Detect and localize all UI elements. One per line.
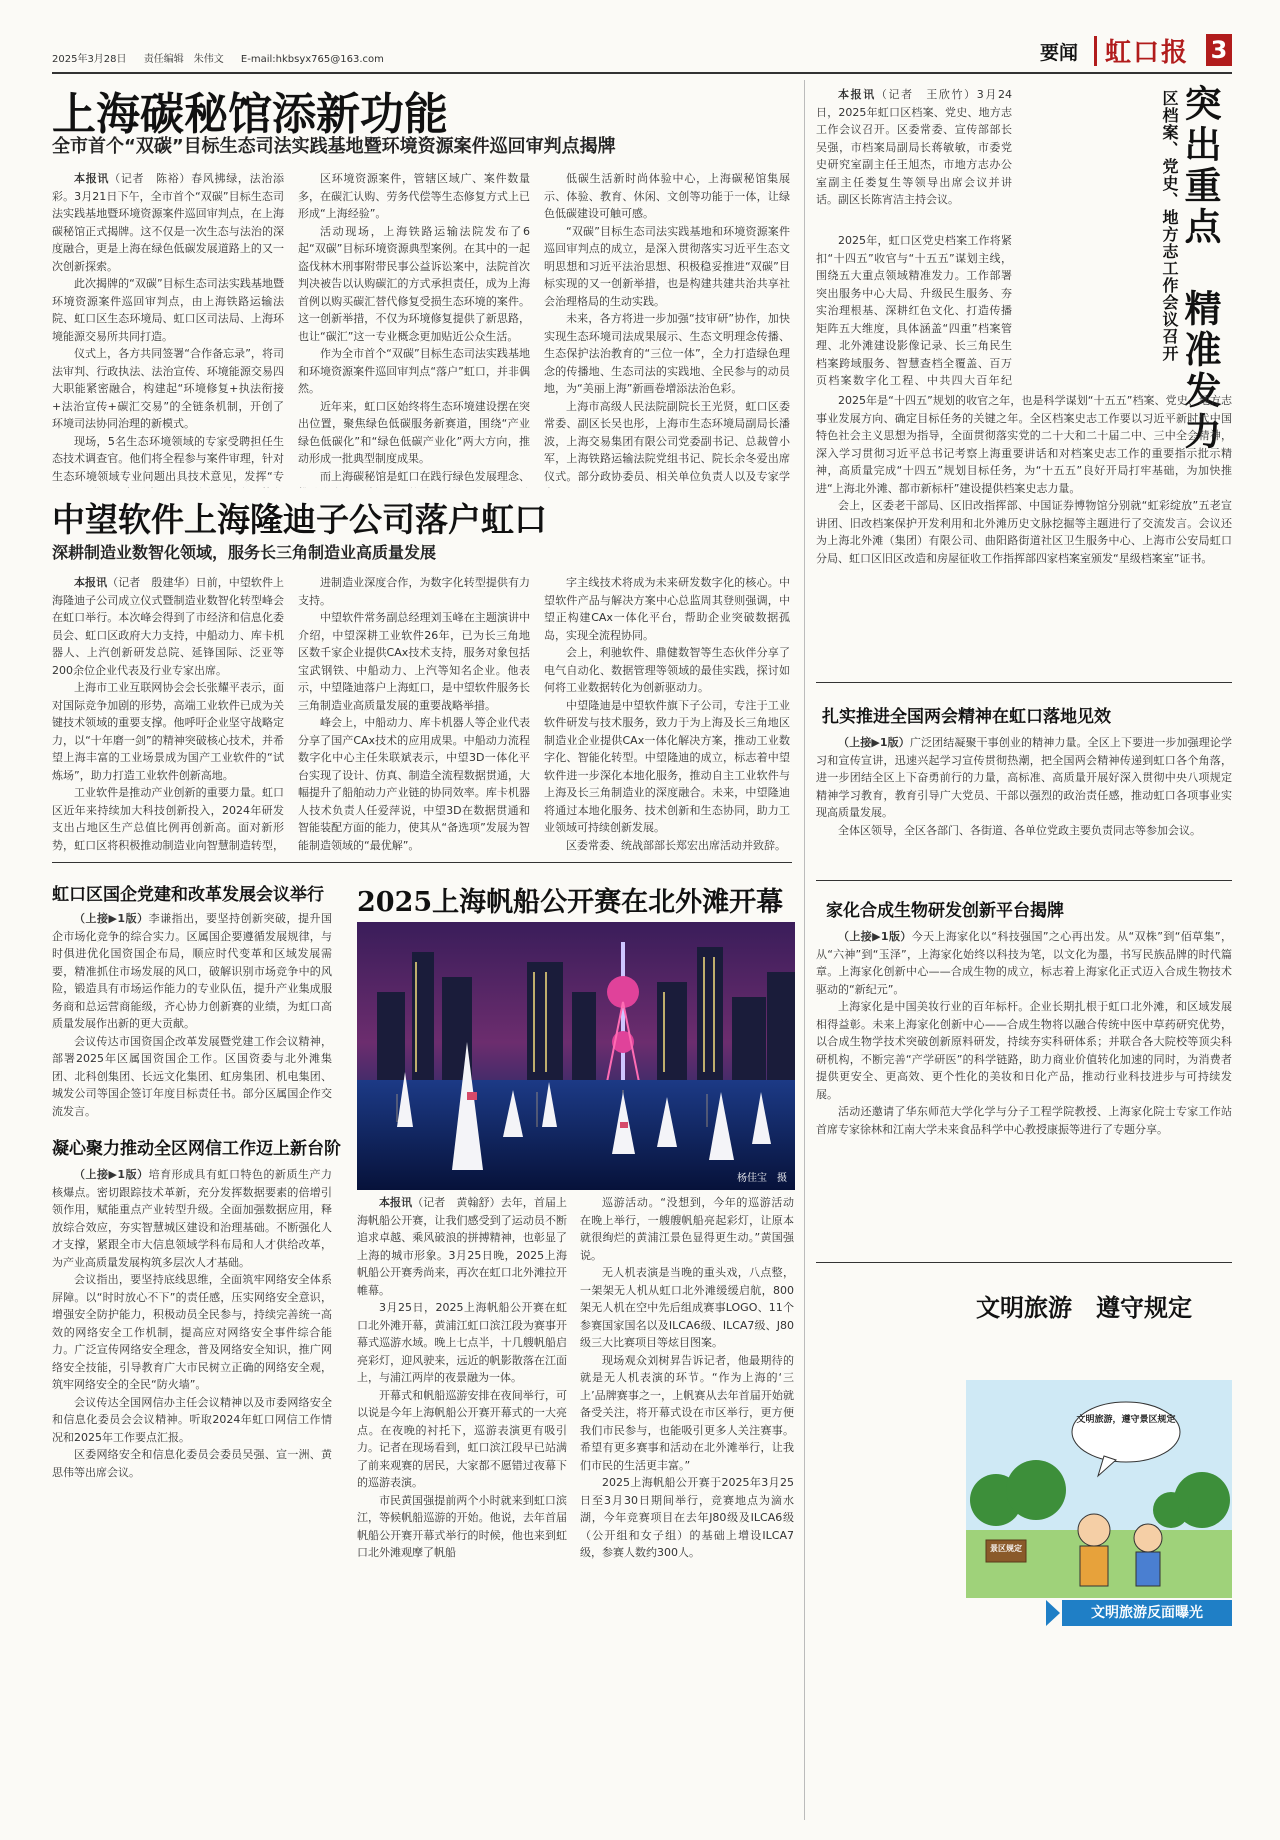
paragraph: 区环境资源案件，管辖区域广、案件数量多，在碳汇认购、劳务代偿等生态修复方式上已形成“上海经验”。 [298, 172, 530, 220]
paragraph: 进制造业深度合作，为数字化转型提供有力支持。 [298, 576, 530, 607]
article5-title: 虹口区国企党建和改革发展会议举行 [52, 885, 324, 905]
section-name: 要闻 [1040, 42, 1079, 64]
logo-divider [1094, 36, 1097, 66]
article2-col3 [544, 574, 790, 856]
paragraph: 2025上海帆船公开赛于2025年3月25日至3月30日期间举行，竞赛地点为滴水湖，今年竞赛项目在去年J80级及ILCA6级（公开组和女子组）的基础上增设ILCA7级，参赛人数约300人。 [580, 1476, 794, 1559]
page-number: 3 [1206, 34, 1232, 66]
article1-col2 [298, 170, 530, 488]
article8-body [816, 928, 1232, 1248]
article3-byline: （记者 王欣竹） [875, 88, 977, 101]
article2-col1 [52, 574, 284, 856]
speech-bubble-text: 文明旅游，遵守景区规定 [1076, 1415, 1176, 1425]
paragraph: 会议传达市国资国企改革发展暨党建工作会议精神，部署2025年区属国资国企工作。区国资委与北外滩集团、北科创集团、长远文化集团、虹房集团、机电集团、城发公司等国企签订年度目标责任书。部分区属国企作交流发言。 [52, 1034, 332, 1118]
paragraph: 中望软件常务副总经理刘玉峰在主题演讲中介绍，中望深耕工业软件26年，已为长三角地区数千家企业提供CAx技术支持，服务对象包括宝武钢铁、中船动力、上汽等知名企业。他表示，中望隆迪落户上海虹口，是中望软件服务长三角制造业高质量发展的重要战略举措。 [298, 611, 530, 712]
divider [816, 682, 1232, 683]
paragraph: 现场观众刘树昇告诉记者，他最期待的就是无人机表演的环节。“作为上海的‘三上’品牌赛事之一，上帆赛从去年首届开始就备受关注，将开幕式设在市区举行，更方便我们市民参与，也能吸引更多人关注赛事。希望有更多赛事和活动在北外滩举行，让我们市民的生活更丰富。” [580, 1353, 794, 1472]
paragraph: 3月24日，2025年虹口区档案、党史、地方志工作会议召开。区委常委、宣传部部长吴强，市档案局副局长蒋敏敏，市委党史研究室副主任王旭杰，市地方志办公室副主任娄复生等领导出席会议并讲话。副区长陈宵洁主持会议。 [816, 88, 1012, 206]
paragraph: 市民黄国强提前两个小时就来到虹口滨江，等候帆船巡游的开始。他说，去年首届帆船公开赛开幕式举行的时候，他也来到虹口北外滩观摩了帆船 [357, 1493, 567, 1559]
article3-title: 突出重点 精准发力 [1178, 84, 1222, 453]
paragraph: 巡游活动。“没想到，今年的巡游活动在晚上举行，一艘艘帆船亮起彩灯，让原本就很绚烂的黄浦江景色显得更生动。”黄国强说。 [580, 1196, 794, 1262]
header-rule [52, 72, 1232, 74]
paragraph: 上海家化是中国美妆行业的百年标杆。企业长期扎根于虹口北外滩，和区域发展相得益彰。未来上海家化创新中心——合成生物将以融合传统中医中草药研究优势，以合成生物学技术突破创新原料研发，持续夯实科研体系；并联合各大院校等顶尖科研机构，不断完善“产学研医”的科学链路，助力商业价值转化加速的同时，为消费者提供更安全、更高效、更个性化的美妆和日化产品，推动行业科技进步与可持续发展。 [816, 1000, 1232, 1101]
newspaper-logo: 虹口报 [1105, 38, 1190, 68]
article3-subtitle: 区档案、党史、地方志工作会议召开 [1160, 90, 1179, 362]
paragraph: 区委常委、统战部部长郑宏出席活动并致辞。 [566, 838, 786, 852]
paragraph: 字主线技术将成为未来研发数字化的核心。中望软件产品与解决方案中心总监周其登则强调，中望正构建CAx一体化平台，帮助企业突破数据孤岛，实现全流程协同。 [544, 576, 790, 642]
article2-col2 [298, 574, 530, 856]
caption-arrow-icon [1046, 1600, 1060, 1626]
paragraph: 3月25日，2025上海帆船公开赛在虹口北外滩开幕，黄浦江虹口滨江段为赛事开幕式巡游水域。晚上七点半，十几艘帆船启亮彩灯，迎风驶来，远近的帆影散落在江面上，与浦江两岸的夜景融为一体。 [357, 1301, 567, 1384]
divider [52, 862, 792, 863]
paragraph: 上海市高级人民法院副院长王光贤，虹口区委常委、副区长吴也彤，上海市生态环境局副局长潘波，上海交易集团有限公司党委副书记、总裁曾小军，上海铁路运输法院党组书记、院长余冬爱出席仪式。部分政协委员、相关单位负责人以及专家学 [544, 399, 790, 483]
article4-title: 扎实推进全国两会精神在虹口落地见效 [822, 707, 1111, 727]
paragraph: 2025年是“十四五”规划的收官之年，也是科学谋划“十五五”档案、党史、地方志事业发展方向、确定目标任务的关键之年。全区档案史志工作要以习近平新时代中国特色社会主义思想为指导，全面贯彻落实党的二十大和二十届二中、三中全会精神，深入学习贯彻习近平总书记考察上海重要讲话和对档案史志工作的重要指示批示精神，高质量完成“十四五”规划目标任务，为“十五五”良好开局打牢基础，为加快推进“上海北外滩、都市新标杆”建设提供档案史志力量。 [816, 394, 1232, 495]
paragraph: 去年，首届上海帆船公开赛，让我们感受到了运动员不断追求卓越、乘风破浪的拼搏精神，也彰显了上海的城市形象。3月25日晚，2025上海帆船公开赛秀尚来，再次在虹口北外滩拉开帷幕。 [357, 1196, 567, 1297]
paragraph: 2025年，虹口区党史档案工作将紧扣“十四五”收官与“十五五”谋划主线，围绕五大重点领域精准发力。工作部署突出服务中心大局、升级民生服务、夯实治理根基、深耕红色文化、打造传播矩阵五大维度，具体涵盖“四重”档案管理、北外滩建设影像记录、长三角民生档案跨域服务、智慧查档全覆盖、百万页档案数字化工程、中共四大百年纪 [816, 234, 1012, 387]
article6-jump: （上接▶1版） [74, 1168, 149, 1181]
paragraph: 会上，利驰软件、鼎健数智等生态伙伴分享了电气自动化、数据管理等领域的最佳实践，探讨如何将工业数据转化为创新驱动力。 [544, 646, 790, 694]
article3-lead: 本报讯 [838, 88, 876, 101]
article6-title: 凝心聚力推动全区网信工作迈上新台阶 [52, 1139, 341, 1159]
article6-body [52, 1166, 332, 1636]
paragraph: 上海市工业互联网协会会长张耀平表示，面对国际竞争加剧的形势，高端工业软件已成为关键技术领域的重要支撑。他呼吁企业坚守战略定力，以“十年磨一剑”的精神突破核心技术，并希望上海丰富的工业场景成为国产工业软件的“试炼场”，助力打造工业软件创新高地。 [52, 681, 284, 782]
paragraph: 活动现场，上海铁路运输法院发布了6起“双碳”目标环境资源典型案例。在其中的一起盗伐林木刑事附带民事公益诉讼案中，法院首次判决被告以认购碳汇的方式承担责任，成为上海首例以购买碳汇替代修复受损生态环境的案件。这一创新举措，不仅为环境修复提供了新思路，也让“碳汇”这一专业概念更加贴近公众生活。 [298, 224, 530, 343]
article1-subtitle: 全市首个“双碳”目标生态司法实践基地暨环境资源案件巡回审判点揭牌 [52, 136, 616, 157]
article2-title: 中望软件上海隆迪子公司落户虹口 [52, 500, 547, 539]
civilized-travel-cartoon [966, 1380, 1232, 1598]
paragraph: 今天上海家化以“科技强国”之心再出发。从“双株”到“佰草集”，从“六神”到“玉泽”，上海家化始终以科技为笔，以文化为墨，书写民族品牌的时代篇章。上海家化创新中心——合成生物的成立，标志着上海家化正式迈入合成生物技术驱动的“新纪元”。 [816, 930, 1232, 996]
paragraph: 会议传达全国网信办主任会议精神以及市委网络安全和信息化委员会会议精神。听取2024年虹口网信工作情况和2025年工作要点汇报。 [52, 1395, 332, 1444]
paragraph: 仪式上，各方共同签署“合作备忘录”，将司法审判、行政执法、法治宣传、环境能源交易四大职能紧密融合，构建起“环境修复+执法衔接+法治宣传+碳汇交易”的全链条机制，开创了环境司法协同治理的新模式。 [52, 347, 284, 430]
article8-jump: （上接▶1版） [838, 930, 912, 943]
paragraph: 日前，中望软件上海隆迪子公司成立仪式暨制造业数智化转型峰会在虹口举行。本次峰会得到了市经济和信息化委员会、虹口区政府大力支持，中船动力、库卡机器人、上汽创新研发总院、延锋国际、泛亚等200余位企业代表及行业专家出席。 [52, 576, 284, 677]
article1-lead: 本报讯 [74, 172, 110, 185]
paragraph: 峰会上，中船动力、库卡机器人等企业代表分享了国产CAx技术的应用成果。中船动力流程数字化中心主任朱联斌表示，中望3D一体化平台实现了设计、仿真、制造全流程数据贯通，大幅提升了船舶动力产业链的协同效率。库卡机器人技术负责人任爱萍说，中望3D在数据贯通和智能装配方面的能力，使其从“备选项”发展为智能制造领域的“最优解”。 [298, 716, 530, 852]
paragraph: 活动还邀请了华东师范大学化学与分子工程学院教授、上海家化院士专家工作站首席专家徐林和江南大学未来食品科学中心教授康振等进行了专题分享。 [816, 1105, 1232, 1136]
divider [816, 1262, 1232, 1263]
paragraph: 而上海碳秘馆是虹口在践行绿色发展理念、 [320, 469, 530, 483]
promo-caption: 文明旅游反面曝光 [1062, 1600, 1232, 1626]
article1-title: 上海碳秘馆添新功能 [52, 89, 448, 140]
column-divider [804, 80, 805, 1820]
article2-byline: （记者 殷建华） [107, 576, 196, 589]
scenic-sign: 景区规定 [990, 1544, 1022, 1553]
paragraph: 全体区领导，全区各部门、各街道、各单位党政主要负责同志等参加会议。 [838, 823, 1201, 837]
article3-col2 [816, 392, 1232, 670]
article3-col1 [816, 232, 1012, 390]
sailing-night-photo [357, 922, 795, 1190]
article4-jump: （上接▶1版） [838, 736, 910, 749]
article3-intro [816, 86, 1012, 226]
article7-title: 2025上海帆船公开赛在北外滩开幕 [357, 887, 784, 918]
editor: 责任编辑 朱伟文 [143, 54, 224, 65]
article2-subtitle: 深耕制造业数智化领域，服务长三角制造业高质量发展 [52, 543, 437, 562]
header-meta [52, 50, 398, 65]
article7-col2 [580, 1194, 794, 1646]
paragraph: 未来，各方将进一步加强“技审研”协作，加快实现生态环境司法成果展示、生态文明理念传播、生态保护法治教育的“三位一体”，全力打造绿色理念的传播地、生态司法的实践地、全民参与的动员地，为“美丽上海”新画卷增添法治色彩。 [544, 312, 790, 395]
article1-col3 [544, 170, 790, 488]
paragraph: 培育形成具有虹口特色的新质生产力核爆点。密切跟踪技术革新，充分发挥数据要素的倍增引领作用，赋能重点产业转型升级。全面加强数据应用，释放综合效应，夯实智慧城区建设和治理基础。不断强化人才支撑，紧跟全市大信息领域学科布局和人才供给改革，为产业高质量发展构筑多层次人才基础。 [52, 1168, 332, 1269]
paragraph: 春风拂绿，法治添彩。3月21日下午，全市首个“双碳”目标生态司法实践基地暨环境资源案件巡回审判点，在上海碳秘馆正式揭牌。这不仅是一次生态与法治的深度融合，更是上海在绿色低碳发展道路上的又一次创新探索。 [52, 172, 284, 273]
paragraph: 开幕式和帆船巡游安排在夜间举行，可以说是今年上海帆船公开赛开幕式的一大亮点。在夜晚的衬托下，巡游表演更有吸引力。记者在现场看到，虹口滨江段早已站满了前来观赛的居民，大家都不愿错过夜幕下的巡游表演。 [357, 1388, 567, 1489]
article7-byline: （记者 黄翰舒） [412, 1196, 501, 1209]
paragraph: 广泛团结凝聚干事创业的精神力量。全区上下要进一步加强理论学习和宣传宣讲，迅速兴起学习宣传贯彻热潮，把全国两会精神传递到虹口各个角落，进一步团结全区上下奋勇前行的力量，高标准、高质量开展好深入贯彻中央八项规定精神学习教育，教育引导广大党员、干部以强烈的政治责任感，推动虹口各项事业实现高质量发展。 [816, 736, 1232, 819]
paragraph: 李谦指出，要坚持创新突破，提升国企市场化竞争的综合实力。区属国企要遵循发展规律，与时俱进优化国资国企布局，顺应时代变革和区域发展需要，精准抓住市场发展的风口，破解识别市场竞争中的风险，锻造具有市场运作能力的专业队伍，提升产业集成服务商和总运营商能级，齐心协力创新赛的业绩，为虹口高质量发展作出新的更大贡献。 [52, 912, 332, 1030]
promo-title: 文明旅游 遵守规定 [976, 1293, 1192, 1322]
article7-col1 [357, 1194, 567, 1646]
cartoon-illustration [966, 1380, 1232, 1598]
paragraph: 会议指出，要坚持底线思维，全面筑牢网络安全体系屏障。以“时时放心不下”的责任感，压实网络安全意识，增强安全防护能力，积极动员全民参与，持续完善统一高效的网络安全工作机制，提高应对网络安全事件综合能力。广泛宣传网络安全理念，普及网络安全知识，推广网络安全技能，引导教育广大市民树立正确的网络安全观，筑牢网络安全的全民“防火墙”。 [52, 1273, 332, 1391]
photo-credit: 杨佳宝 摄 [737, 1173, 787, 1184]
paragraph: 作为全市首个“双碳”目标生态司法实践基地和环境资源案件巡回审判点“落户”虹口，并非偶然。 [298, 347, 530, 395]
article5-jump: （上接▶1版） [74, 912, 149, 925]
divider [816, 880, 1232, 881]
issue-date: 2025年3月28日 [52, 54, 127, 65]
paragraph: “双碳”目标生态司法实践基地和环境资源案件巡回审判点的成立，是深入贯彻落实习近平生态文明思想和习近平法治思想、积极稳妥推进“双碳”目标实现的又一创新举措，也是构建共建共治共享社会治理格局的生动实践。 [544, 224, 790, 308]
paragraph: 中望隆迪是中望软件旗下子公司，专注于工业软件研发与技术服务，致力于为上海及长三角地区制造业企业提供CAx一体化解决方案，推动工业数字化、智能化转型。中望隆迪的成立，标志着中望软件进一步深化本地化服务，推动自主工业软件与上海及长三角制造业的深度融合。未来，中望隆迪将通过本地化服务、技术创新和生态协同，助力工业领域可持续创新发展。 [544, 698, 790, 834]
article1-byline: （记者 陈裕） [109, 172, 192, 185]
paragraph [298, 854, 530, 856]
photo-illustration [357, 922, 795, 1190]
article2-lead: 本报讯 [74, 576, 108, 589]
paragraph: 工业软件是推动产业创新的重要力量。虹口区近年来持续加大科技创新投入，2024年研发支出占地区生产总值比例再创新高。面对新形势，虹口区将积极推动制造业向智慧制造转型， [52, 786, 284, 852]
article5-body [52, 910, 332, 1122]
paragraph: 低碳生活新时尚体验中心，上海碳秘馆集展示、体验、教育、休闲、文创等功能于一体，让绿色低碳建设可触可感。 [544, 172, 790, 220]
paragraph: 近年来，虹口区始终将生态环境建设摆在突出位置，聚焦绿色低碳服务新赛道，围绕“产业绿色低碳化”和“绿色低碳产业化”两大方向，推动形成一批典型制度成果。 [298, 399, 530, 465]
article8-title: 家化合成生物研发创新平台揭牌 [826, 901, 1064, 921]
paragraph: 现场，5名生态环境领域的专家受聘担任生态技术调查官。他们将全程参与案件审理，针对生态环境领域专业问题出具技术意见，发挥“专 [52, 434, 284, 483]
paragraph: 区委网络安全和信息化委员会委员吴强、宣一洲、黄思伟等出席会议。 [52, 1448, 332, 1479]
email: E-mail:hkbsyx765@163.com [240, 54, 384, 65]
article7-lead: 本报讯 [379, 1196, 413, 1209]
paragraph: 无人机表演是当晚的重头戏，八点整，一架架无人机从虹口北外滩缓缓启航，800架无人机在空中先后组成赛事LOGO、11个参赛国家国名以及ILCA6级、ILCA7级、J80级三大比赛项目等炫目图案。 [580, 1266, 794, 1349]
article1-col1 [52, 170, 284, 488]
article4-body [816, 734, 1232, 870]
paragraph: 此次揭牌的“双碳”目标生态司法实践基地暨环境资源案件巡回审判点，由上海铁路运输法院、虹口区生态环境局、虹口区司法局、上海环境能源交易所共同打造。 [52, 277, 284, 343]
paragraph: 会上，区委老干部局、区旧改指挥部、中国证券博物馆分别就“虹彩绽放”五老宣讲团、旧改档案保护开发利用和北外滩历史文脉挖掘等主题进行了交流发言。会议还为上海北外滩（集团）有限公司、曲阳路街道社区卫生服务中心、上海市公安局虹口分局、虹口区旧区改造和房屋征收工作指挥部四家档案室颁发“星级档案室”证书。 [816, 499, 1232, 565]
